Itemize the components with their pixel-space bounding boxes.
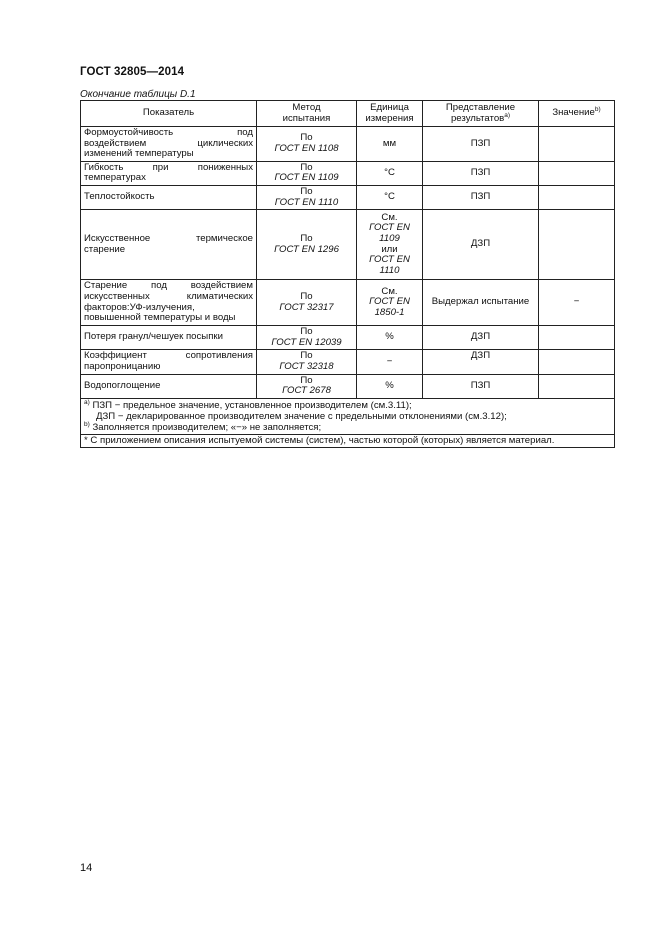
row-method: По ГОСТ EN 1109 <box>257 161 357 185</box>
row-indicator: Формоустойчивость под воздействием циклических изменений температуры <box>81 127 257 162</box>
row-value: − <box>539 280 615 326</box>
row-unit: °С <box>357 185 423 209</box>
header-representation: Представление результатов$^{a)}$ <box>423 101 539 127</box>
row-unit: См. ГОСТ EN 1850-1 <box>357 280 423 326</box>
header-unit: Единица измерения <box>357 101 423 127</box>
table-footnotes <box>81 398 615 434</box>
row-unit: °С <box>357 161 423 185</box>
row-representation: ДЗП <box>423 350 539 374</box>
row-indicator: Потеря гранул/чешуек посыпки <box>81 326 257 350</box>
row-method: По ГОСТ EN 1296 <box>257 210 357 280</box>
row-representation: ДЗП <box>423 326 539 350</box>
row-method: По ГОСТ EN 12039 <box>257 326 357 350</box>
footnote-a-continued: ДЗП − декларированное производителем значение с предельными отклонениями (см.3.12); <box>96 410 507 422</box>
row-indicator: Теплостойкость <box>81 185 257 209</box>
row-value <box>539 374 615 398</box>
header-indicator: Показатель <box>81 101 257 127</box>
table-notes-row <box>81 398 615 434</box>
table-caption: Окончание таблицы D.1 <box>80 89 196 100</box>
row-method: По ГОСТ EN 1108 <box>257 127 357 162</box>
table-notes-row <box>81 434 615 448</box>
row-representation: ПЗП <box>423 127 539 162</box>
row-indicator: Коэффициент сопротивления паропроницанию <box>81 350 257 374</box>
properties-table <box>80 100 615 448</box>
row-representation: Выдержал испытание <box>423 280 539 326</box>
row-value <box>539 127 615 162</box>
row-unit: См. ГОСТ EN 1109 или ГОСТ EN 1110 <box>357 210 423 280</box>
row-value <box>539 350 615 374</box>
header-value: Значение$^{b)}$ <box>539 101 615 127</box>
table-header-row <box>81 101 615 127</box>
row-indicator: Гибкость при пониженных температурах <box>81 161 257 185</box>
row-value <box>539 326 615 350</box>
page-number: 14 <box>80 862 93 874</box>
row-representation: ДЗП <box>423 210 539 280</box>
row-unit: − <box>357 350 423 374</box>
row-indicator: Старение под воздействием искусственных климатических факторов:УФ-излучения, повышенной температуры и воды <box>81 280 257 326</box>
row-unit: % <box>357 374 423 398</box>
row-value <box>539 161 615 185</box>
row-representation: ПЗП <box>423 161 539 185</box>
row-method: По ГОСТ 32317 <box>257 280 357 326</box>
row-value <box>539 185 615 209</box>
table-row <box>81 374 615 398</box>
table-row <box>81 210 615 280</box>
row-method: По ГОСТ 32318 <box>257 350 357 374</box>
row-unit: % <box>357 326 423 350</box>
header-method: Метод испытания <box>257 101 357 127</box>
table-row <box>81 350 615 374</box>
row-unit: мм <box>357 127 423 162</box>
row-indicator: Водопоглощение <box>81 374 257 398</box>
table-row <box>81 326 615 350</box>
footnote-a: $^{a)}$ ПЗП − предельное значение, установленное производителем (см.3.11); <box>84 398 412 411</box>
document-header: ГОСТ 32805—2014 <box>80 66 185 78</box>
table-row <box>81 280 615 326</box>
table-row <box>81 161 615 185</box>
table-row <box>81 185 615 209</box>
row-representation: ПЗП <box>423 185 539 209</box>
footnote-star: * С приложением описания испытуемой системы (систем), частью которой (которых) является материал. <box>81 434 615 448</box>
row-method: По ГОСТ 2678 <box>257 374 357 398</box>
row-method: По ГОСТ EN 1110 <box>257 185 357 209</box>
row-representation: ПЗП <box>423 374 539 398</box>
footnote-b: $^{b)}$ Заполняется производителем; «−» не заполняется; <box>84 420 322 433</box>
row-value <box>539 210 615 280</box>
row-indicator: Искусственное термическое старение <box>81 210 257 280</box>
table-row <box>81 127 615 162</box>
